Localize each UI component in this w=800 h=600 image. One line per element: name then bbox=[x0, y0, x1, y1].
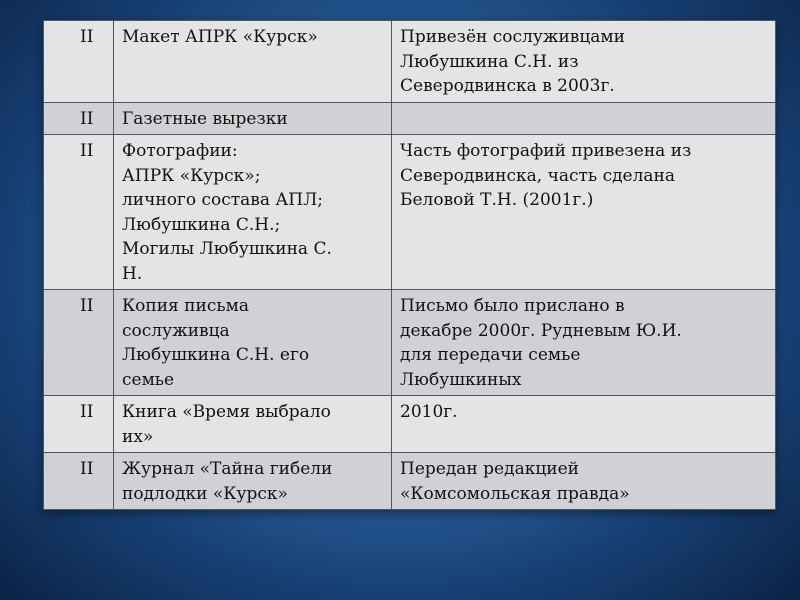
note-cell: Передан редакцией «Комсомольская правда» bbox=[392, 453, 776, 510]
note-cell: 2010г. bbox=[392, 396, 776, 453]
row-number: II bbox=[44, 290, 114, 396]
item-cell: Макет АПРК «Курск» bbox=[114, 21, 392, 103]
row-number: II bbox=[44, 102, 114, 135]
table-row bbox=[44, 102, 776, 135]
row-number: II bbox=[44, 135, 114, 290]
table-row bbox=[44, 396, 776, 453]
item-cell: Газетные вырезки bbox=[114, 102, 392, 135]
inventory-table bbox=[43, 20, 776, 510]
table-row bbox=[44, 21, 776, 103]
item-cell: Книга «Время выбрало их» bbox=[114, 396, 392, 453]
item-cell: Журнал «Тайна гибели подлодки «Курск» bbox=[114, 453, 392, 510]
note-cell bbox=[392, 102, 776, 135]
table-row bbox=[44, 453, 776, 510]
row-number: II bbox=[44, 21, 114, 103]
item-cell: Копия письма сослуживца Любушкина С.Н. его семье bbox=[114, 290, 392, 396]
table-row bbox=[44, 290, 776, 396]
row-number: II bbox=[44, 453, 114, 510]
inventory-sheet bbox=[43, 20, 775, 510]
note-cell: Письмо было прислано в декабре 2000г. Рудневым Ю.И. для передачи семье Любушкиных bbox=[392, 290, 776, 396]
table-row bbox=[44, 135, 776, 290]
note-cell: Привезён сослуживцами Любушкина С.Н. из Северодвинска в 2003г. bbox=[392, 21, 776, 103]
row-number: II bbox=[44, 396, 114, 453]
note-cell: Часть фотографий привезена из Северодвинска, часть сделана Беловой Т.Н. (2001г.) bbox=[392, 135, 776, 290]
item-cell: Фотографии: АПРК «Курск»; личного состава АПЛ; Любушкина С.Н.; Могилы Любушкина С. Н. bbox=[114, 135, 392, 290]
